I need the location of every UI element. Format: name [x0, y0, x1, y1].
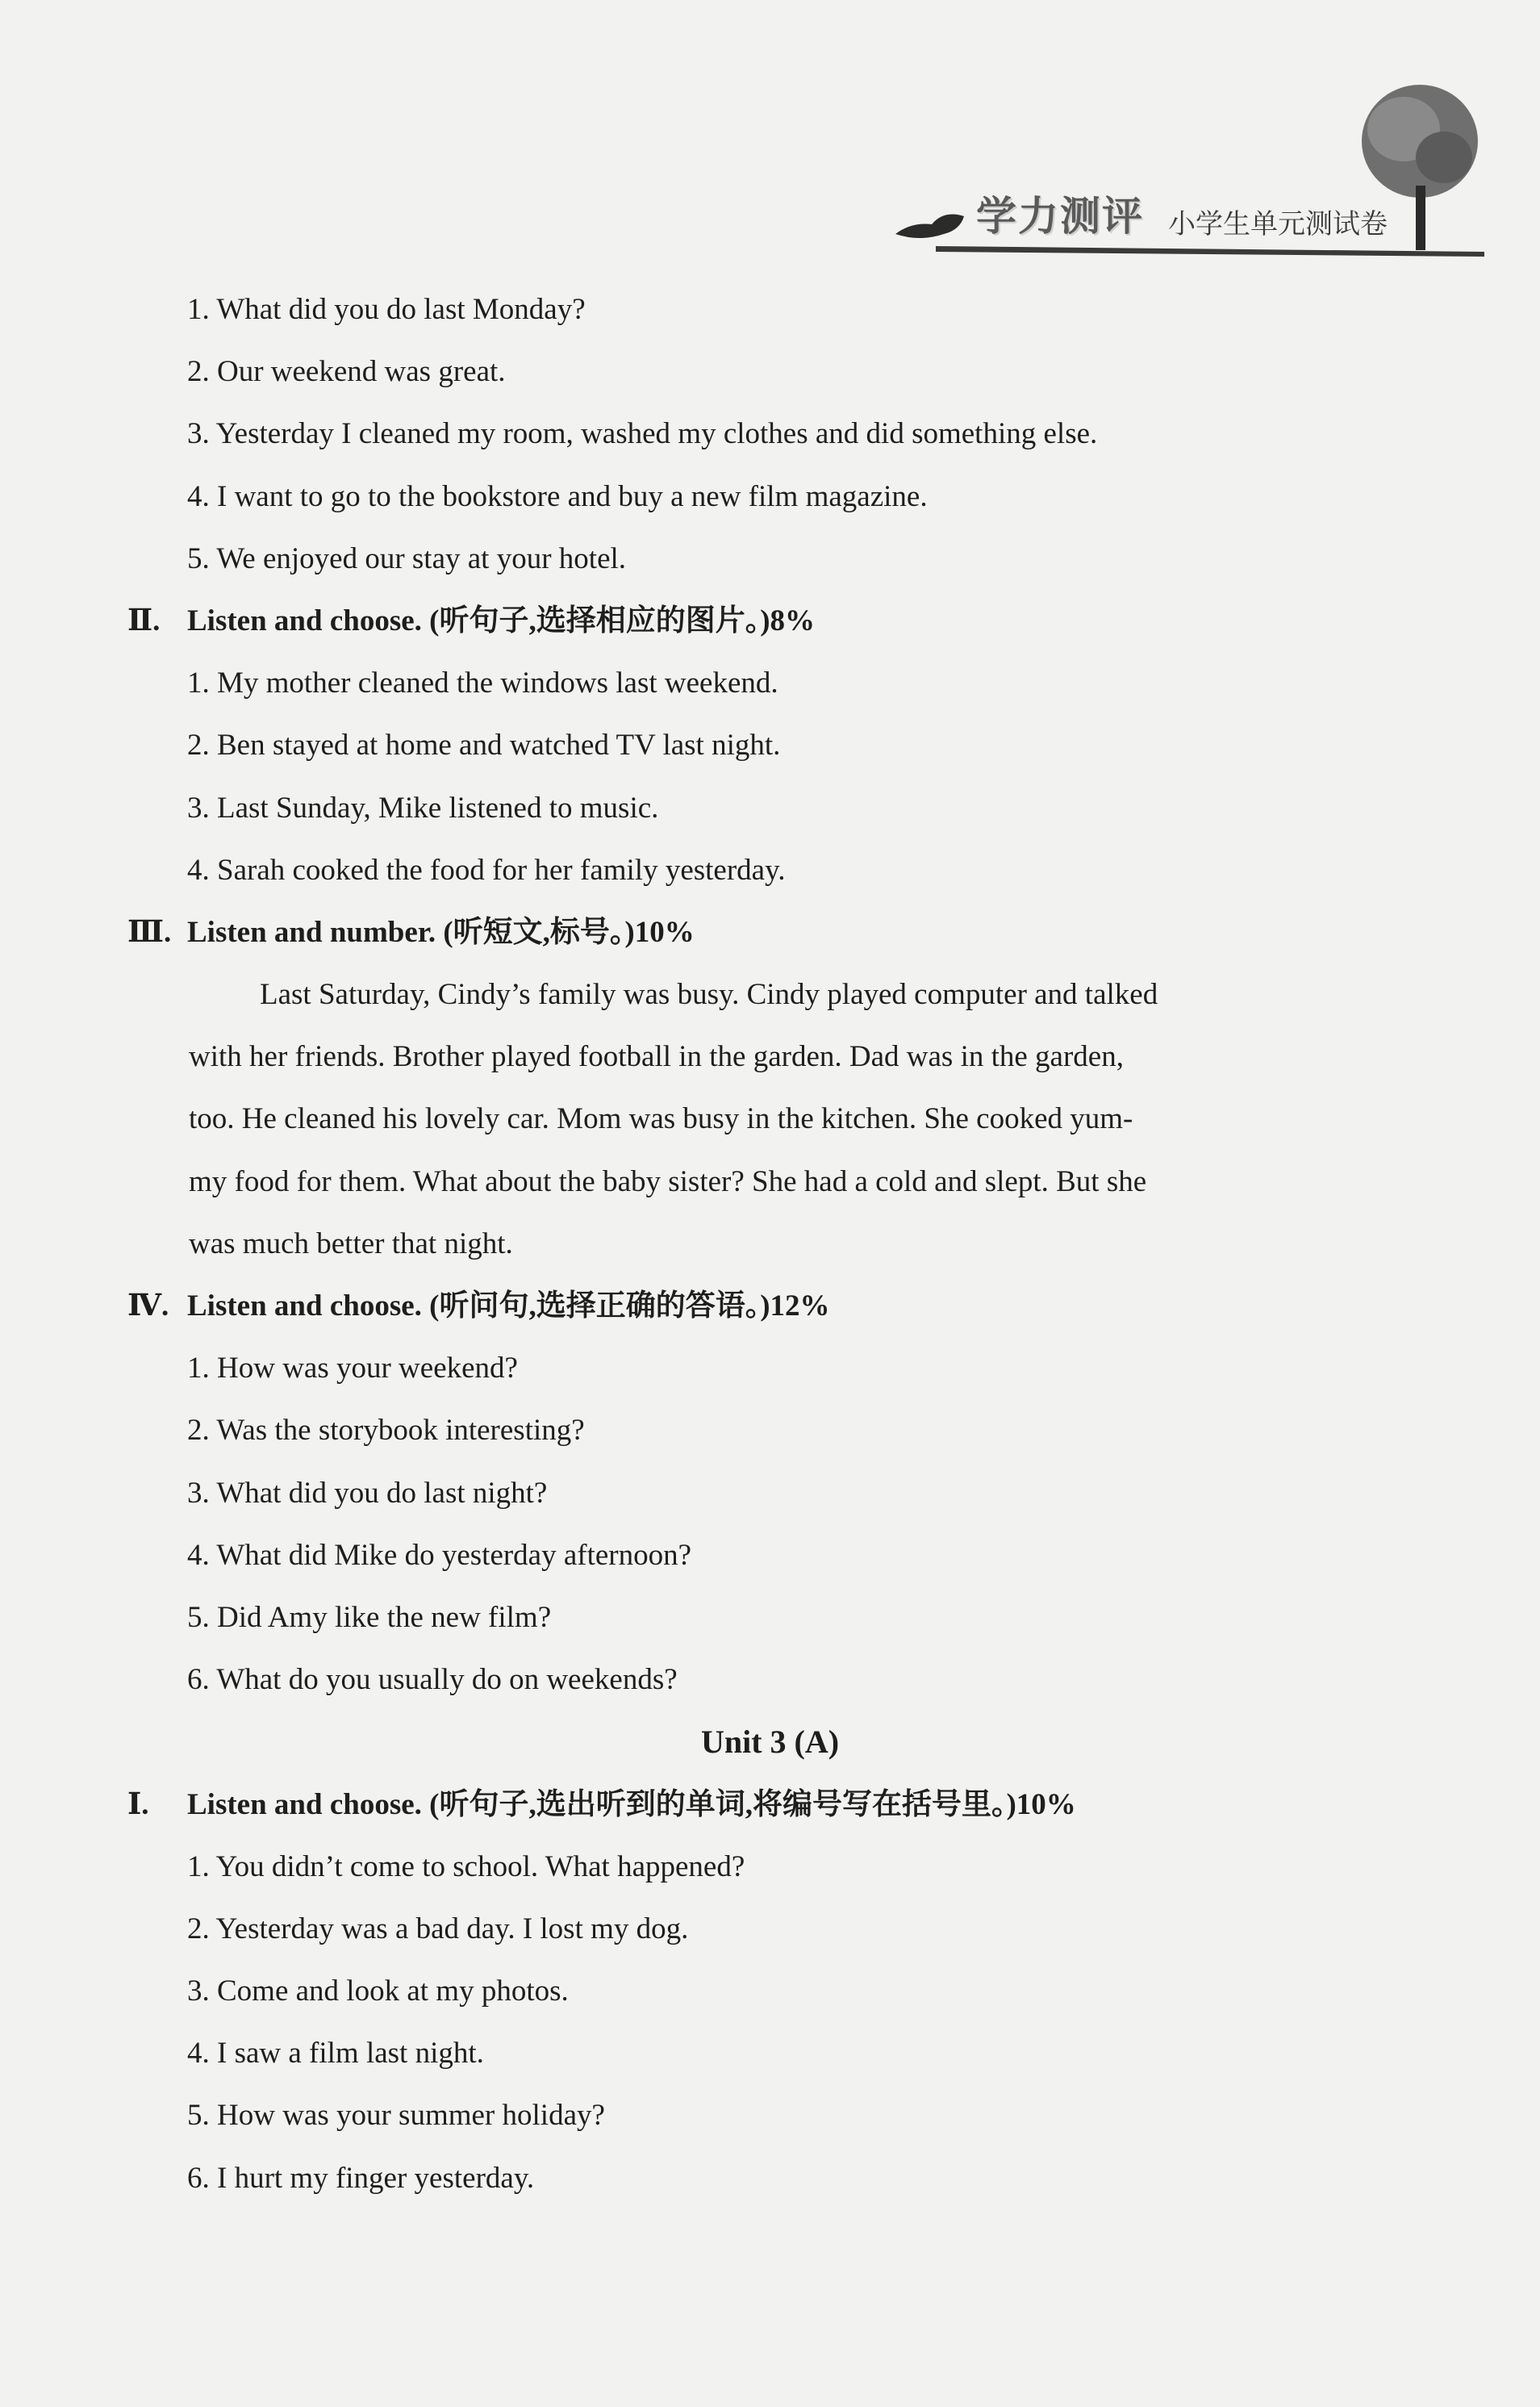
section-title: Listen and choose. (听问句,选择正确的答语。)12%	[187, 1289, 830, 1323]
paragraph-line: was much better that night.	[189, 1226, 513, 1260]
list-item: 1. How was your weekend?	[187, 1352, 518, 1385]
list-item: 1. What did you do last Monday?	[187, 293, 586, 326]
list-item: 5. Did Amy like the new film?	[187, 1600, 552, 1634]
list-item: 2. Our weekend was great.	[187, 355, 506, 389]
header-brand-title: 学力测评	[976, 193, 1144, 240]
list-item: 2. Yesterday was a bad day. I lost my dog.	[187, 1912, 689, 1945]
section-title: Listen and choose. (听句子,选择相应的图片。)8%	[187, 604, 816, 637]
list-item: 5. How was your summer holiday?	[187, 2099, 605, 2133]
list-item: 3. What did you do last night?	[187, 1476, 548, 1510]
list-item: 4. I want to go to the bookstore and buy a new film magazine.	[187, 479, 928, 513]
section-number: Ⅲ.	[127, 915, 172, 949]
list-item: 1. My mother cleaned the windows last weekend.	[187, 667, 778, 700]
list-item: 2. Ben stayed at home and watched TV last night.	[187, 729, 781, 763]
section-heading-3	[0, 901, 1540, 963]
list-item: 1. You didn’t come to school. What happened?	[187, 1849, 745, 1883]
section-number: Ⅱ.	[127, 604, 161, 637]
list-item: 3. Last Sunday, Mike listened to music.	[187, 791, 659, 825]
section-title: Listen and number. (听短文,标号。)10%	[187, 915, 695, 949]
list-item: 2. Was the storybook interesting?	[187, 1414, 585, 1448]
paragraph-line: too. He cleaned his lovely car. Mom was busy in the kitchen. She cooked yum-	[189, 1102, 1133, 1136]
page-content	[0, 278, 1540, 2209]
paragraph-line: Last Saturday, Cindy’s family was busy. Cindy played computer and talked	[260, 978, 1158, 1012]
section-number: Ⅳ.	[127, 1289, 169, 1323]
section-number: Ⅰ.	[127, 1787, 149, 1821]
paragraph-line: with her friends. Brother played football in the garden. Dad was in the garden,	[189, 1040, 1124, 1074]
paragraph-line: my food for them. What about the baby sister? She had a cold and slept. But she	[189, 1164, 1147, 1198]
list-item: 6. I hurt my finger yesterday.	[187, 2161, 535, 2195]
section-heading-2	[0, 590, 1540, 652]
list-item: 3. Come and look at my photos.	[187, 1974, 569, 2008]
list-item: 5. We enjoyed our stay at your hotel.	[187, 541, 627, 575]
section-heading-4	[0, 1275, 1540, 1337]
list-item: 6. What do you usually do on weekends?	[187, 1663, 678, 1697]
section-heading-5	[0, 1774, 1540, 1836]
header-subtitle: 小学生单元测试卷	[1168, 208, 1388, 240]
section-title: Listen and choose. (听句子,选出听到的单词,将编号写在括号里。)10%	[187, 1787, 1076, 1821]
list-item: 4. Sarah cooked the food for her family yesterday.	[187, 853, 786, 887]
list-item: 4. I saw a film last night.	[187, 2037, 484, 2071]
list-item: 4. What did Mike do yesterday afternoon?	[187, 1538, 692, 1572]
list-item: 3. Yesterday I cleaned my room, washed my clothes and did something else.	[187, 417, 1098, 451]
unit-title: Unit 3 (A)	[700, 1724, 840, 1761]
